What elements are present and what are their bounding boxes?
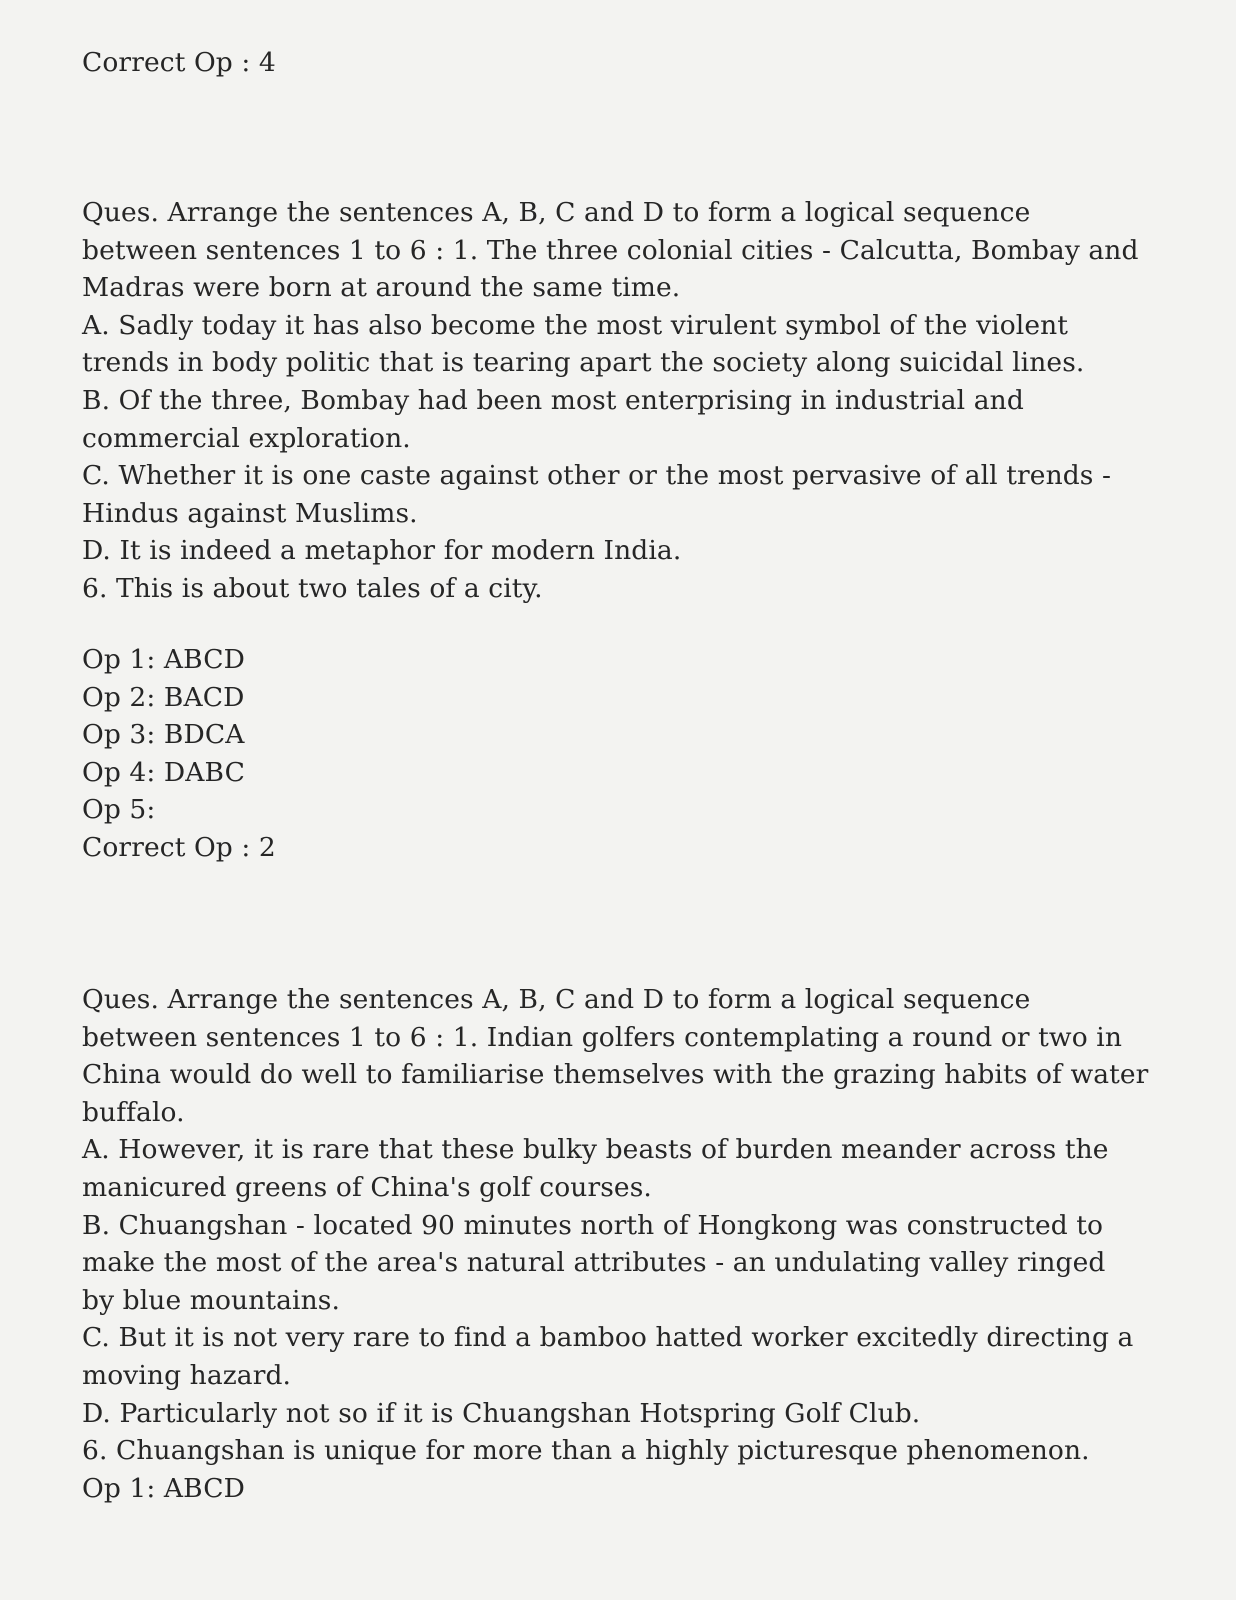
sentence-line: by blue mountains. xyxy=(82,1284,341,1316)
correct-option-line: Correct Op : 4 xyxy=(82,47,276,78)
previous-answer-block xyxy=(82,44,1172,82)
option-line: Op 1: ABCD xyxy=(82,1472,245,1504)
option-line: Op 2: BACD xyxy=(82,681,245,713)
sentence-line: commercial exploration. xyxy=(82,422,411,454)
sentence-line: C. Whether it is one caste against other or the most pervasive of all trends - xyxy=(82,460,1112,492)
sentence-line: A. However, it is rare that these bulky beasts of burden meander across the xyxy=(82,1134,1109,1166)
option-line: Op 1: ABCD xyxy=(82,644,245,675)
sentence-line: 6. Chuangshan is unique for more than a highly picturesque phenomenon. xyxy=(82,1435,1090,1467)
sentence-line: manicured greens of China's golf courses. xyxy=(82,1171,652,1203)
option-line: Op 5: xyxy=(82,794,156,826)
question-line: between sentences 1 to 6 : 1. The three colonial cities - Calcutta, Bombay and xyxy=(82,234,1139,266)
question-line: Ques. Arrange the sentences A, B, C and D to form a logical sequence xyxy=(82,197,1031,228)
sentence-line: Hindus against Muslims. xyxy=(82,497,418,529)
sentence-line: C. But it is not very rare to find a bamboo hatted worker excitedly directing a xyxy=(82,1322,1134,1354)
option-line: Op 4: DABC xyxy=(82,756,245,788)
sentence-line: 6. This is about two tales of a city. xyxy=(82,572,543,604)
question-line: China would do well to familiarise themselves with the grazing habits of water xyxy=(82,1059,1149,1091)
question-2 xyxy=(82,981,1172,1507)
correct-option-line: Correct Op : 2 xyxy=(82,831,276,863)
question-line: Ques. Arrange the sentences A, B, C and D to form a logical sequence xyxy=(82,984,1031,1015)
question-line: between sentences 1 to 6 : 1. Indian golfers contemplating a round or two in xyxy=(82,1021,1123,1053)
sentence-line: B. Of the three, Bombay had been most enterprising in industrial and xyxy=(82,384,1024,416)
question-line: Madras were born at around the same time. xyxy=(82,272,681,304)
sentence-line: make the most of the area's natural attributes - an undulating valley ringed xyxy=(82,1247,1106,1279)
sentence-line: moving hazard. xyxy=(82,1359,292,1391)
question-1-options xyxy=(82,641,1172,867)
option-line: Op 3: BDCA xyxy=(82,719,245,751)
question-1 xyxy=(82,194,1172,608)
sentence-line: D. It is indeed a metaphor for modern India. xyxy=(82,535,682,567)
sentence-line: B. Chuangshan - located 90 minutes north of Hongkong was constructed to xyxy=(82,1209,1104,1241)
sentence-line: trends in body politic that is tearing apart the society along suicidal lines. xyxy=(82,347,1085,379)
sentence-line: D. Particularly not so if it is Chuangshan Hotspring Golf Club. xyxy=(82,1397,921,1429)
sentence-line: A. Sadly today it has also become the most virulent symbol of the violent xyxy=(82,309,1069,341)
question-line: buffalo. xyxy=(82,1096,185,1128)
